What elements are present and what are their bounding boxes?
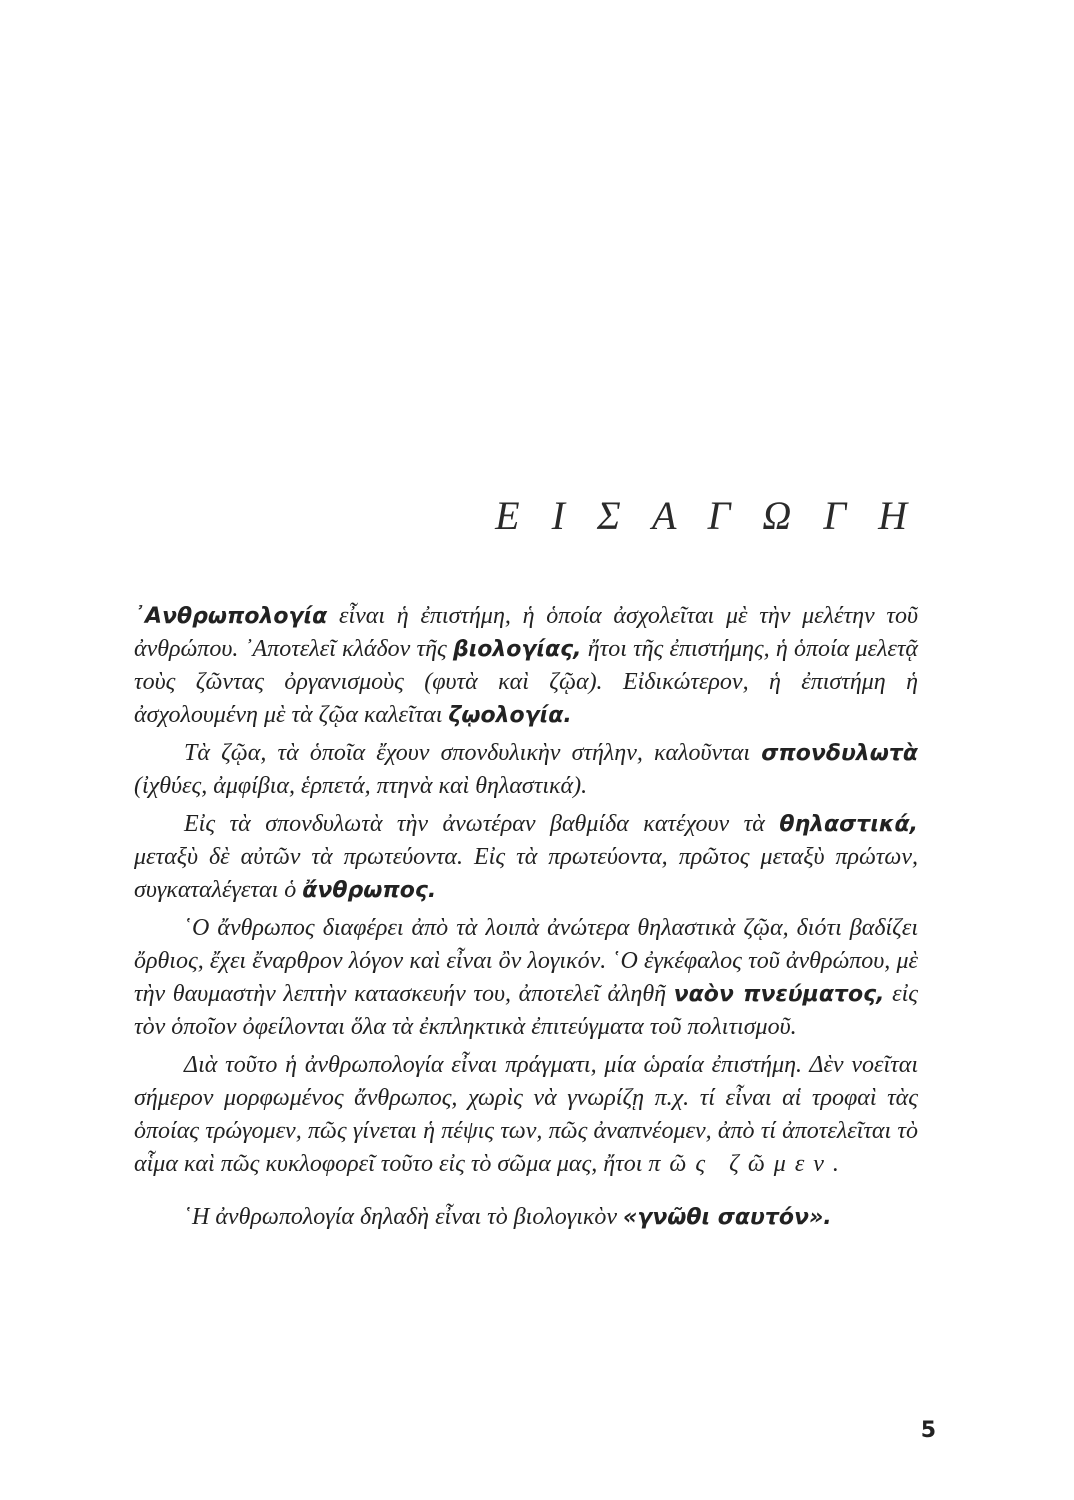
term-zoology: ζῳολογία. bbox=[448, 703, 572, 728]
body-text bbox=[134, 600, 918, 1239]
paragraph-5 bbox=[134, 1049, 918, 1181]
spaced-phrase: πῶς ζῶμεν. bbox=[648, 1151, 848, 1177]
page-number: 5 bbox=[920, 1418, 936, 1443]
term-biology: βιολογίας, bbox=[452, 637, 582, 662]
paragraph-2 bbox=[134, 737, 918, 803]
page-title: Ε Ι Σ Α Γ Ω Γ Η bbox=[495, 493, 918, 538]
paragraph-text: μεταξὺ δὲ αὐτῶν τὰ πρωτεύοντα. Εἰς τὰ πρωτεύοντα, πρῶτος μεταξὺ πρώτων, συγκαταλέγεται ὁ bbox=[134, 844, 918, 903]
paragraph-text: εἶναι ἡ ἐπιστήμη, ἡ ὁποία ἀσχολεῖται μὲ τὴν μελέτην τοῦ ἀνθρώπου. ᾿Αποτελεῖ κλάδον τῆς bbox=[134, 603, 918, 662]
paragraph-text: ἤτοι τῆς ἐπιστήμης, ἡ ὁποία μελετᾷ τοὺς ζῶντας ὀργανισμοὺς (φυτὰ καὶ ζῷα). Εἰδικώτερον, ἡ ἐπιστήμη ἡ ἀσχολουμένη μὲ τὰ ζῷα καλεῖται bbox=[134, 636, 919, 728]
term-human: ἄνθρωπος. bbox=[302, 878, 437, 903]
paragraph-text: ῾Ο ἄνθρωπος διαφέρει ἀπὸ τὰ λοιπὰ ἀνώτερα θηλαστικὰ ζῷα, διότι βαδίζει ὄρθιος, ἔχει ἔναρθρον λόγον καὶ εἶναι ὂν λογικόν. ῾Ο ἐγκέφαλος τοῦ ἀνθρώπου, μὲ τὴν θαυμαστὴν λεπτὴν κατασκευήν του, ἀποτελεῖ ἀληθῆ bbox=[134, 915, 918, 1007]
paragraph-1 bbox=[134, 600, 918, 732]
paragraph-text: Διὰ τοῦτο ἡ ἀνθρωπολογία εἶναι πράγματι, μία ὡραία ἐπιστήμη. Δὲν νοεῖται σήμερον μορφωμένος ἄνθρωπος, χωρὶς νὰ γνωρίζῃ π.χ. τί εἶναι αἱ τροφαὶ τὰς ὁποίας τρώγομεν, πῶς γίνεται ἡ πέψις των, πῶς ἀναπνέομεν, ἀπὸ τί ἀποτελεῖται τὸ αἷμα καὶ πῶς κυκλοφορεῖ τοῦτο εἰς τὸ σῶμα μας, ἤτοι bbox=[134, 1052, 918, 1177]
term-anthropology: ᾿Ανθρωπολογία bbox=[134, 604, 328, 629]
paragraph-text: Εἰς τὰ σπονδυλωτὰ τὴν ἀνωτέραν βαθμίδα κατέχουν τὰ bbox=[184, 811, 780, 837]
paragraph-4 bbox=[134, 912, 918, 1044]
term-know-thyself: «γνῶθι σαυτόν». bbox=[623, 1205, 832, 1230]
term-vertebrates: σπονδυλωτὰ bbox=[761, 741, 918, 766]
paragraph-text: (ἰχθύες, ἀμφίβια, ἑρπετά, πτηνὰ καὶ θηλαστικά). bbox=[134, 773, 588, 799]
paragraph-3 bbox=[134, 808, 918, 907]
term-mammals: θηλαστικά, bbox=[779, 812, 918, 837]
paragraph-6 bbox=[134, 1201, 918, 1234]
term-temple-of-spirit: ναὸν πνεύματος, bbox=[673, 982, 885, 1007]
paragraph-text: Τὰ ζῷα, τὰ ὁποῖα ἔχουν σπονδυλικὴν στήλην, καλοῦνται bbox=[184, 740, 762, 766]
paragraph-text: ῾Η ἀνθρωπολογία δηλαδὴ εἶναι τὸ βιολογικὸν bbox=[184, 1204, 624, 1230]
paragraph-text: εἰς τὸν ὁποῖον ὀφείλονται ὅλα τὰ ἐκπληκτικὰ ἐπιτεύγματα τοῦ πολιτισμοῦ. bbox=[134, 981, 918, 1040]
